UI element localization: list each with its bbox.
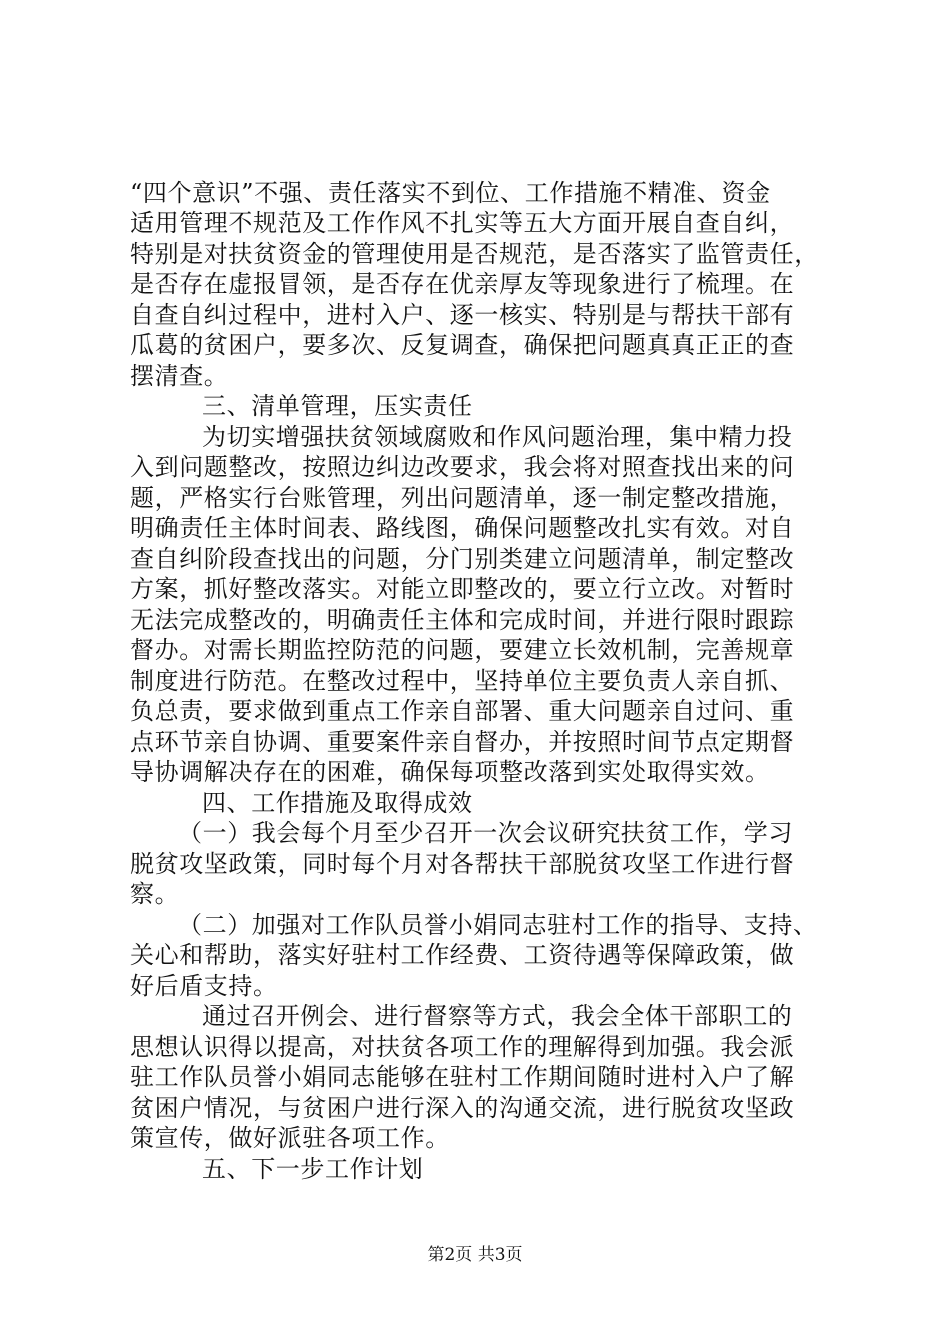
body-text-line: 关心和帮助，落实好驻村工作经费、工资待遇等保障政策，做 [130,941,795,969]
body-text-line: （二）加强对工作队员誉小娟同志驻村工作的指导、支持、 [178,911,818,939]
body-text-line: 瓜葛的贫困户，要多次、反复调查，确保把问题真真正正的查 [130,331,795,359]
body-text-line: 好后盾支持。 [130,972,278,1000]
body-text-line: 查自纠阶段查找出的问题，分门别类建立问题清单，制定整改 [130,545,795,573]
body-text-line: “四个意识”不强、责任落实不到位、工作措施不精准、资金 [130,179,771,207]
body-text-line: 察。 [130,880,180,908]
body-text-line: 脱贫攻坚政策，同时每个月对各帮扶干部脱贫攻坚工作进行督 [130,850,795,878]
body-text-line: 入到问题整改，按照边纠边改要求，我会将对照查找出来的问 [130,453,795,481]
body-text-line: 方案，抓好整改落实。对能立即整改的，要立行立改。对暂时 [130,575,795,603]
body-text-line: 题，严格实行台账管理，列出问题清单，逐一制定整改措施， [130,484,795,512]
body-text-line: 督办。对需长期监控防范的问题，要建立长效机制，完善规章 [130,636,795,664]
body-text-line: 摆清查。 [130,362,229,390]
body-text-line: 策宣传，做好派驻各项工作。 [130,1124,450,1152]
body-text-line: 制度进行防范。在整改过程中，坚持单位主要负责人亲自抓、 [130,667,795,695]
body-text-line: 明确责任主体时间表、路线图，确保问题整改扎实有效。对自 [130,514,795,542]
section-heading: 三、清单管理，压实责任 [202,392,473,420]
body-text-line: 思想认识得以提高，对扶贫各项工作的理解得到加强。我会派 [130,1033,795,1061]
body-text-line: 无法完成整改的，明确责任主体和完成时间，并进行限时跟踪 [130,606,795,634]
body-text-line: 通过召开例会、进行督察等方式，我会全体干部职工的 [202,1002,793,1030]
body-text-line: 为切实增强扶贫领域腐败和作风问题治理，集中精力投 [202,423,793,451]
page-number-footer: 第2页 共3页 [427,1245,523,1265]
body-text-line: 导协调解决存在的困难，确保每项整改落到实处取得实效。 [130,758,770,786]
section-heading: 五、下一步工作计划 [202,1155,424,1183]
body-text-line: （一）我会每个月至少召开一次会议研究扶贫工作，学习 [178,819,793,847]
body-text-line: 适用管理不规范及工作作风不扎实等五大方面开展自查自纠， [130,209,795,237]
body-text-line: 驻工作队员誉小娟同志能够在驻村工作期间随时进村入户了解 [130,1063,795,1091]
section-heading: 四、工作措施及取得成效 [202,789,473,817]
body-text-line: 点环节亲自协调、重要案件亲自督办，并按照时间节点定期督 [130,728,795,756]
body-text-line: 特别是对扶贫资金的管理使用是否规范，是否落实了监管责任， [130,240,819,268]
body-text-line: 负总责，要求做到重点工作亲自部署、重大问题亲自过问、重 [130,697,795,725]
body-text-line: 是否存在虚报冒领，是否存在优亲厚友等现象进行了梳理。在 [130,270,795,298]
body-text-line: 贫困户情况，与贫困户进行深入的沟通交流，进行脱贫攻坚政 [130,1094,795,1122]
body-text-line: 自查自纠过程中，进村入户、逐一核实、特别是与帮扶干部有 [130,301,795,329]
